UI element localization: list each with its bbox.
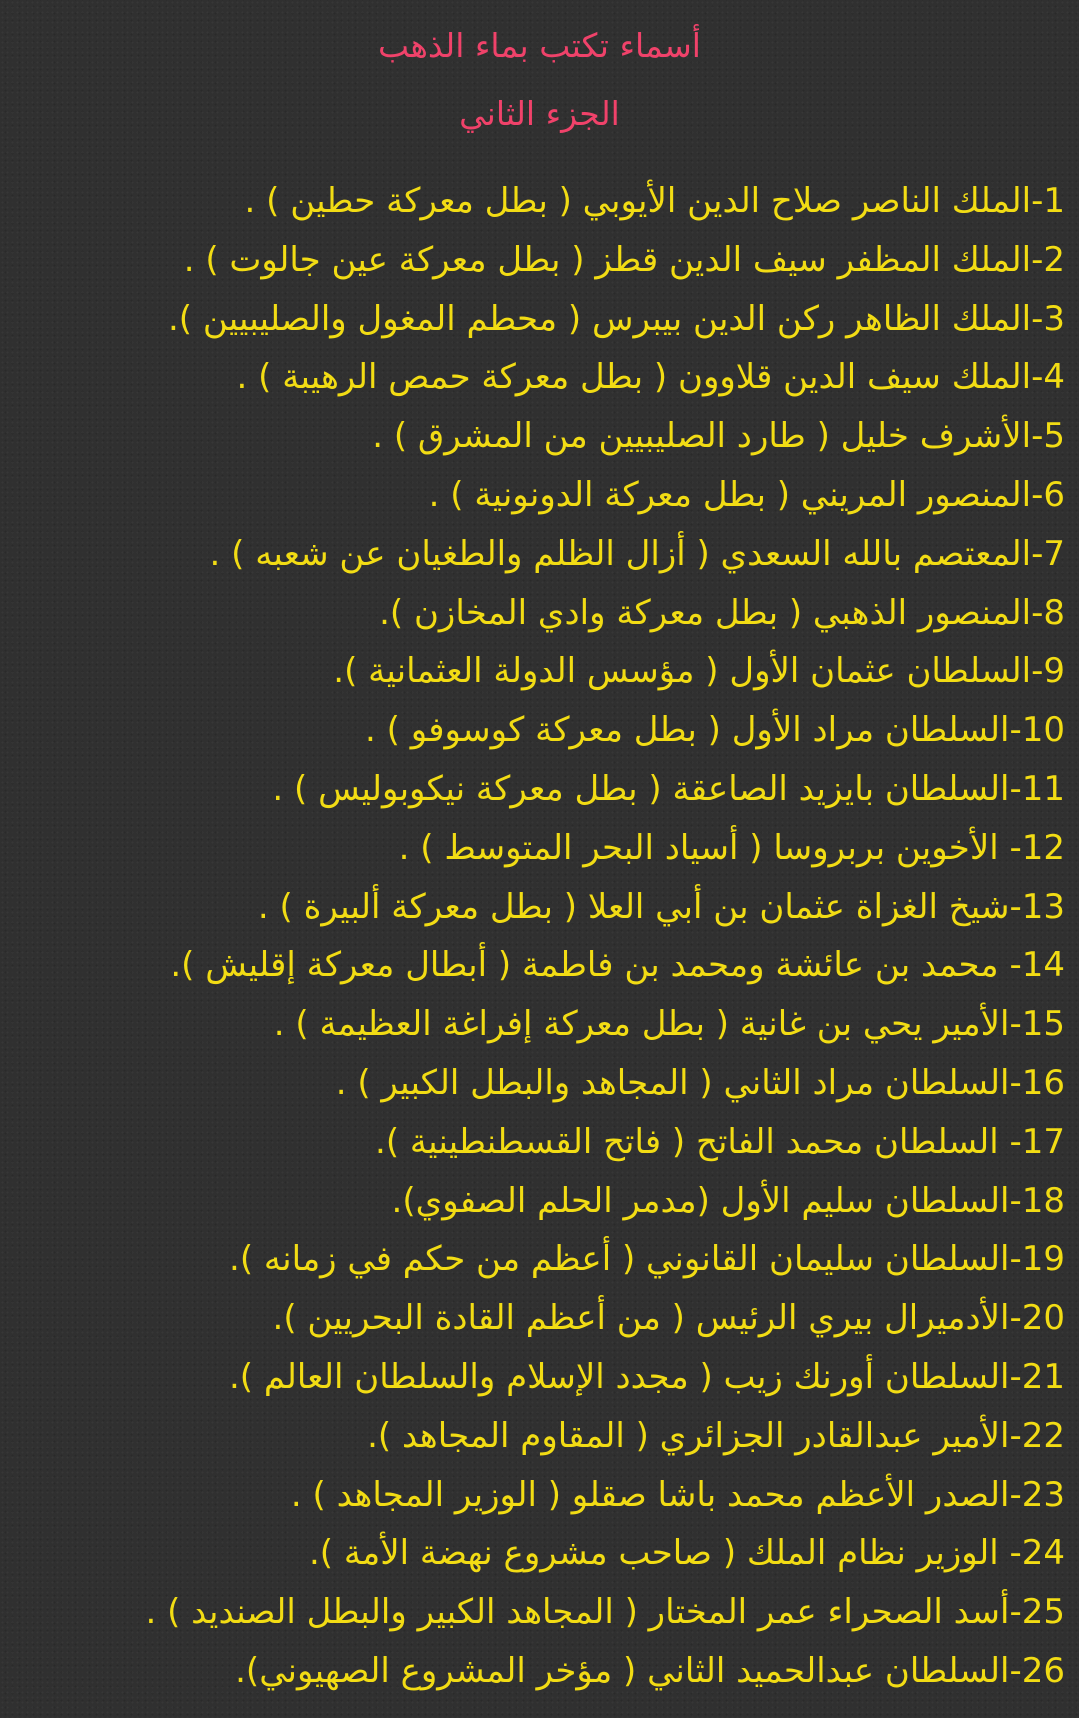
list-item: 15-الأمير يحي بن غانية ( بطل معركة إفراغة العظيمة ) . — [273, 1004, 1065, 1045]
list-item: 11-السلطان بايزيد الصاعقة ( بطل معركة نيكوبوليس ) . — [272, 768, 1065, 809]
list-item: 24- الوزير نظام الملك ( صاحب مشروع نهضة الأمة ). — [308, 1533, 1065, 1574]
list-item: 3-الملك الظاهر ركن الدين بيبرس ( محطم المغول والصليبيين ). — [167, 298, 1065, 339]
list-item: 7-المعتصم بالله السعدي ( أزال الظلم والطغيان عن شعبه ) . — [209, 533, 1065, 574]
list-item: 26-السلطان عبدالحميد الثاني ( مؤخر المشروع الصهيوني). — [235, 1650, 1065, 1691]
list-item: 22-الأمير عبدالقادر الجزائري ( المقاوم المجاهد ). — [367, 1415, 1065, 1456]
page-subtitle: الجزء الثاني — [459, 94, 620, 133]
list-item: 19-السلطان سليمان القانوني ( أعظم من حكم في زمانه ). — [229, 1239, 1065, 1280]
list-item: 1-الملك الناصر صلاح الدين الأيوبي ( بطل معركة حطين ) . — [244, 181, 1065, 221]
list-item: 12- الأخوين بربروسا ( أسياد البحر المتوسط ) . — [398, 827, 1065, 868]
list-item: 13-شيخ الغزاة عثمان بن أبي العلا ( بطل معركة ألبيرة ) . — [257, 886, 1065, 927]
page-title: أسماء تكتب بماء الذهب — [378, 26, 701, 65]
list-item: 20-الأدميرال بيري الرئيس ( من أعظم القادة البحريين ). — [272, 1298, 1065, 1339]
list-item: 2-الملك المظفر سيف الدين قطز ( بطل معركة عين جالوت ) . — [183, 239, 1065, 280]
list-item: 23-الصدر الأعظم محمد باشا صقلو ( الوزير المجاهد ) . — [290, 1474, 1065, 1515]
list-item: 8-المنصور الذهبي ( بطل معركة وادي المخازن ). — [379, 592, 1065, 633]
list-item: 4-الملك سيف الدين قلاوون ( بطل معركة حمص الرهيبة ) . — [236, 357, 1065, 398]
list-item: 17- السلطان محمد الفاتح ( فاتح القسطنطينية ). — [375, 1121, 1065, 1162]
list-item: 5-الأشرف خليل ( طارد الصليبيين من المشرق ) . — [372, 416, 1065, 457]
list-item: 9-السلطان عثمان الأول ( مؤسس الدولة العثمانية ). — [333, 651, 1065, 692]
list-item: 25-أسد الصحراء عمر المختار ( المجاهد الكبير والبطل الصنديد ) . — [145, 1592, 1065, 1633]
list-item: 16-السلطان مراد الثاني ( المجاهد والبطل الكبير ) . — [335, 1062, 1065, 1103]
list-item: 6-المنصور المريني ( بطل معركة الدونونية ) . — [428, 474, 1065, 515]
list-item: 10-السلطان مراد الأول ( بطل معركة كوسوفو ) . — [365, 710, 1065, 751]
list-item: 21-السلطان أورنك زيب ( مجدد الإسلام والسلطان العالم ). — [228, 1356, 1065, 1397]
list-item: 18-السلطان سليم الأول (مدمر الحلم الصفوي). — [391, 1180, 1065, 1221]
list-item: 14- محمد بن عائشة ومحمد بن فاطمة ( أبطال معركة إقليش ). — [170, 945, 1065, 986]
names-list — [15, 172, 1065, 1701]
